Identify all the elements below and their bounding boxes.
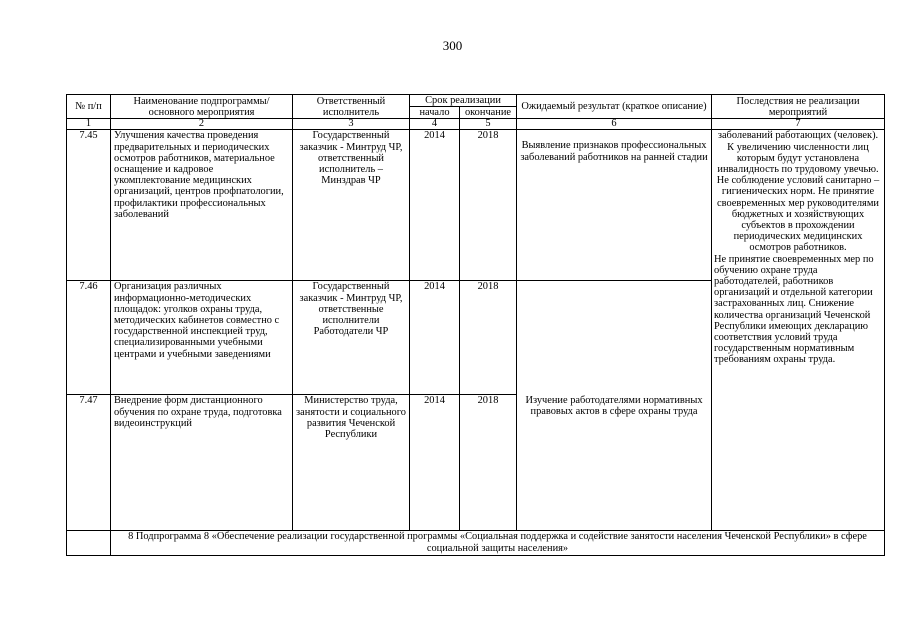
row-name: Организация различных информационно-методических площадок: уголков охраны труда, методических кабинетов совместно с государственной инспекцией труд, специализированными учебными центрами и учебными заведениями bbox=[111, 281, 293, 395]
result-shared: Изучение работодателями нормативных правовых актов в сфере охраны труда bbox=[517, 281, 712, 531]
header-consequences: Последствия не реализации мероприятий bbox=[712, 95, 885, 119]
column-number: 2 bbox=[111, 119, 293, 130]
program-table bbox=[66, 94, 885, 556]
header-responsible: Ответственный исполнитель bbox=[293, 95, 410, 119]
row-responsible: Министерство труда, занятости и социального развития Чеченской Республики bbox=[293, 395, 410, 531]
row-start: 2014 bbox=[410, 130, 460, 281]
header-start: начало bbox=[410, 107, 460, 119]
column-number: 1 bbox=[67, 119, 111, 130]
row-num: 7.45 bbox=[67, 130, 111, 281]
column-number: 5 bbox=[460, 119, 517, 130]
header-result: Ожидаемый результат (краткое описание) bbox=[517, 95, 712, 119]
subprogram-title: 8 Подпрограмма 8 «Обеспечение реализации государственной программы «Социальная поддержка и содействие занятости населения Чеченской Республики» в сфере социальной защиты населения» bbox=[111, 531, 885, 556]
header-row bbox=[67, 95, 885, 107]
consequences-cell bbox=[712, 130, 885, 531]
row-num: 7.47 bbox=[67, 395, 111, 531]
header-num: № п/п bbox=[67, 95, 111, 119]
consequences-text-b: Не принятие своевременных мер по обучению охране труда работодателей, работников организаций и отдельной категории застрахованных лиц. Снижение количества организаций Чеченской Республики имеющих декларацию соответствия условий труда государственным нормативным требованиям охраны труда. bbox=[714, 253, 874, 366]
row-end: 2018 bbox=[460, 281, 517, 395]
row-end: 2018 bbox=[460, 395, 517, 531]
column-number-row bbox=[67, 119, 885, 130]
row-responsible: Государственный заказчик - Минтруд ЧР, ответственные исполнители Работодатели ЧР bbox=[293, 281, 410, 395]
subprogram-row bbox=[67, 531, 885, 556]
row-num: 7.46 bbox=[67, 281, 111, 395]
row-start: 2014 bbox=[410, 395, 460, 531]
header-name: Наименование подпрограммы/ основного мероприятия bbox=[111, 95, 293, 119]
column-number: 7 bbox=[712, 119, 885, 130]
column-number: 4 bbox=[410, 119, 460, 130]
column-number: 3 bbox=[293, 119, 410, 130]
row-start: 2014 bbox=[410, 281, 460, 395]
row-name: Улучшения качества проведения предварительных и периодических осмотров работников, материальное оснащение и кадровое укомплектование медицинских организаций, центров профпатологии, профилактики профессиональных заболеваний bbox=[111, 130, 293, 281]
column-number: 6 bbox=[517, 119, 712, 130]
header-period: Срок реализации bbox=[410, 95, 517, 107]
table-row bbox=[67, 130, 885, 281]
row-end: 2018 bbox=[460, 130, 517, 281]
footer-empty-cell bbox=[67, 531, 111, 556]
header-end: окончание bbox=[460, 107, 517, 119]
page-number: 300 bbox=[442, 38, 463, 53]
row-name: Внедрение форм дистанционного обучения по охране труда, подготовка видеоинструкций bbox=[111, 395, 293, 531]
row-result: Выявление признаков профессиональных заболеваний работников на ранней стадии bbox=[517, 130, 712, 281]
consequences-text-a: заболеваний работающих (человек). К увеличению численности лиц которым будут установлена инвалидность по трудовому увечью. Не соблюдение условий санитарно – гигиенических норм. Не принятие своевременных мер руководителями бюджетных и хозяйствующих субъектов в прохождении периодических медицинских осмотров работников. bbox=[716, 130, 880, 254]
row-responsible: Государственный заказчик - Минтруд ЧР, ответственный исполнитель – Минздрав ЧР bbox=[293, 130, 410, 281]
